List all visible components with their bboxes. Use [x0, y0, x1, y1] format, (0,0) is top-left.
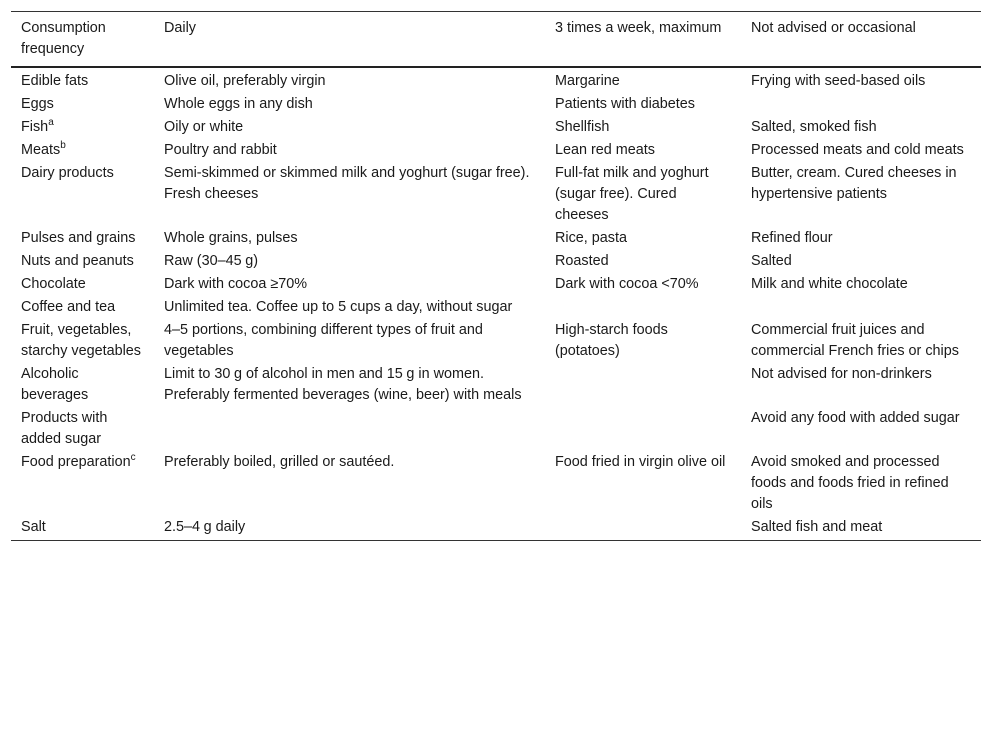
row-not-advised: Salted, smoked fish: [751, 119, 877, 135]
row-category-cell: [11, 516, 154, 541]
row-three-times-week: Dark with cocoa <70%: [555, 276, 699, 292]
row-category-cell: [11, 363, 154, 407]
table-row: [11, 139, 981, 162]
footnote-marker: a: [48, 117, 54, 129]
row-not-advised: Commercial fruit juices and commercial French fries or chips: [751, 322, 959, 359]
row-category-cell: [11, 250, 154, 273]
row-three-times-week: Patients with diabetes: [555, 96, 695, 112]
row-category: Products with added sugar: [21, 410, 108, 447]
row-category: Edible fats: [21, 73, 89, 89]
row-daily: Dark with cocoa ≥70%: [164, 276, 308, 292]
row-three-times-week: [545, 296, 741, 319]
header-three-times-week: 3 times a week, maximum: [555, 20, 722, 36]
row-category: Fruit, vegetables, starchy vegetables: [21, 322, 141, 359]
row-not-advised: Avoid smoked and processed foods and foods fried in refined oils: [751, 454, 949, 512]
row-category: Fish: [21, 119, 49, 135]
table-row: [11, 407, 981, 451]
header-not-advised: Not advised or occasional: [751, 20, 916, 36]
row-category: Chocolate: [21, 276, 86, 292]
row-three-times-week: Margarine: [555, 73, 620, 89]
table-row: [11, 451, 981, 516]
row-three-times-week: Roasted: [555, 253, 609, 269]
header-consumption-frequency: Consumption frequency: [21, 20, 106, 57]
row-not-advised: Not advised for non-drinkers: [751, 366, 932, 382]
row-three-times-week: Food fried in virgin olive oil: [555, 454, 726, 470]
row-daily: Oily or white: [164, 119, 244, 135]
row-daily: Preferably boiled, grilled or sautéed.: [164, 454, 395, 470]
row-not-advised: Salted: [751, 253, 792, 269]
row-category-cell: [11, 319, 154, 363]
row-not-advised: Frying with seed-based oils: [751, 73, 926, 89]
footnote-marker: c: [130, 452, 136, 464]
row-category-cell: [11, 139, 154, 162]
row-category: Food preparation: [21, 454, 131, 470]
row-daily: 2.5–4 g daily: [164, 519, 246, 535]
table-row: [11, 67, 981, 93]
table-row: [11, 296, 981, 319]
row-three-times-week: [545, 363, 741, 407]
table-row: [11, 319, 981, 363]
row-daily: Limit to 30 g of alcohol in men and 15 g in women. Preferably fermented beverages (wine, beer) with meals: [164, 366, 522, 403]
row-not-advised: Refined flour: [751, 230, 833, 246]
row-not-advised: Salted fish and meat: [751, 519, 883, 535]
table-row: [11, 273, 981, 296]
row-category: Nuts and peanuts: [21, 253, 134, 269]
row-not-advised: Butter, cream. Cured cheeses in hypertensive patients: [751, 165, 957, 202]
row-daily: Poultry and rabbit: [164, 142, 277, 158]
row-category: Coffee and tea: [21, 299, 116, 315]
row-daily: Whole grains, pulses: [164, 230, 298, 246]
footnote-marker: b: [60, 140, 66, 152]
table-row: [11, 250, 981, 273]
row-daily: Raw (30–45 g): [164, 253, 258, 269]
row-category-cell: [11, 227, 154, 250]
table-header: [11, 12, 981, 68]
consumption-frequency-table: [11, 11, 981, 541]
row-daily: Semi-skimmed or skimmed milk and yoghurt (sugar free). Fresh cheeses: [164, 165, 530, 202]
row-not-advised: Milk and white chocolate: [751, 276, 908, 292]
row-daily: Whole eggs in any dish: [164, 96, 313, 112]
table-row: [11, 116, 981, 139]
table-row: [11, 516, 981, 541]
row-three-times-week: Rice, pasta: [555, 230, 627, 246]
row-category: Salt: [21, 519, 46, 535]
row-not-advised: Processed meats and cold meats: [751, 142, 964, 158]
row-category: Dairy products: [21, 165, 114, 181]
consumption-table-container: [11, 11, 981, 541]
row-category-cell: [11, 67, 154, 93]
row-category: Meats: [21, 142, 61, 158]
row-three-times-week: Shellfish: [555, 119, 610, 135]
row-three-times-week: [545, 516, 741, 541]
row-daily: 4–5 portions, combining different types of fruit and vegetables: [164, 322, 483, 359]
row-category-cell: [11, 273, 154, 296]
table-body: [11, 67, 981, 541]
header-row: [11, 12, 981, 68]
row-daily: Unlimited tea. Coffee up to 5 cups a day, without sugar: [164, 299, 513, 315]
row-category-cell: [11, 93, 154, 116]
row-three-times-week: [545, 407, 741, 451]
row-three-times-week: Lean red meats: [555, 142, 655, 158]
row-not-advised: [741, 93, 981, 116]
row-daily: [154, 407, 545, 451]
row-category-cell: [11, 451, 154, 516]
row-three-times-week: Full-fat milk and yoghurt (sugar free). Cured cheeses: [555, 165, 709, 223]
row-not-advised: Avoid any food with added sugar: [751, 410, 960, 426]
row-category: Pulses and grains: [21, 230, 136, 246]
table-row: [11, 162, 981, 227]
table-row: [11, 93, 981, 116]
table-row: [11, 227, 981, 250]
row-category-cell: [11, 162, 154, 227]
row-category-cell: [11, 116, 154, 139]
row-not-advised: [741, 296, 981, 319]
table-row: [11, 363, 981, 407]
row-category: Eggs: [21, 96, 54, 112]
header-daily: Daily: [164, 20, 196, 36]
row-daily: Olive oil, preferably virgin: [164, 73, 326, 89]
row-category: Alcoholic beverages: [21, 366, 89, 403]
row-category-cell: [11, 407, 154, 451]
row-category-cell: [11, 296, 154, 319]
row-three-times-week: High-starch foods (potatoes): [555, 322, 668, 359]
